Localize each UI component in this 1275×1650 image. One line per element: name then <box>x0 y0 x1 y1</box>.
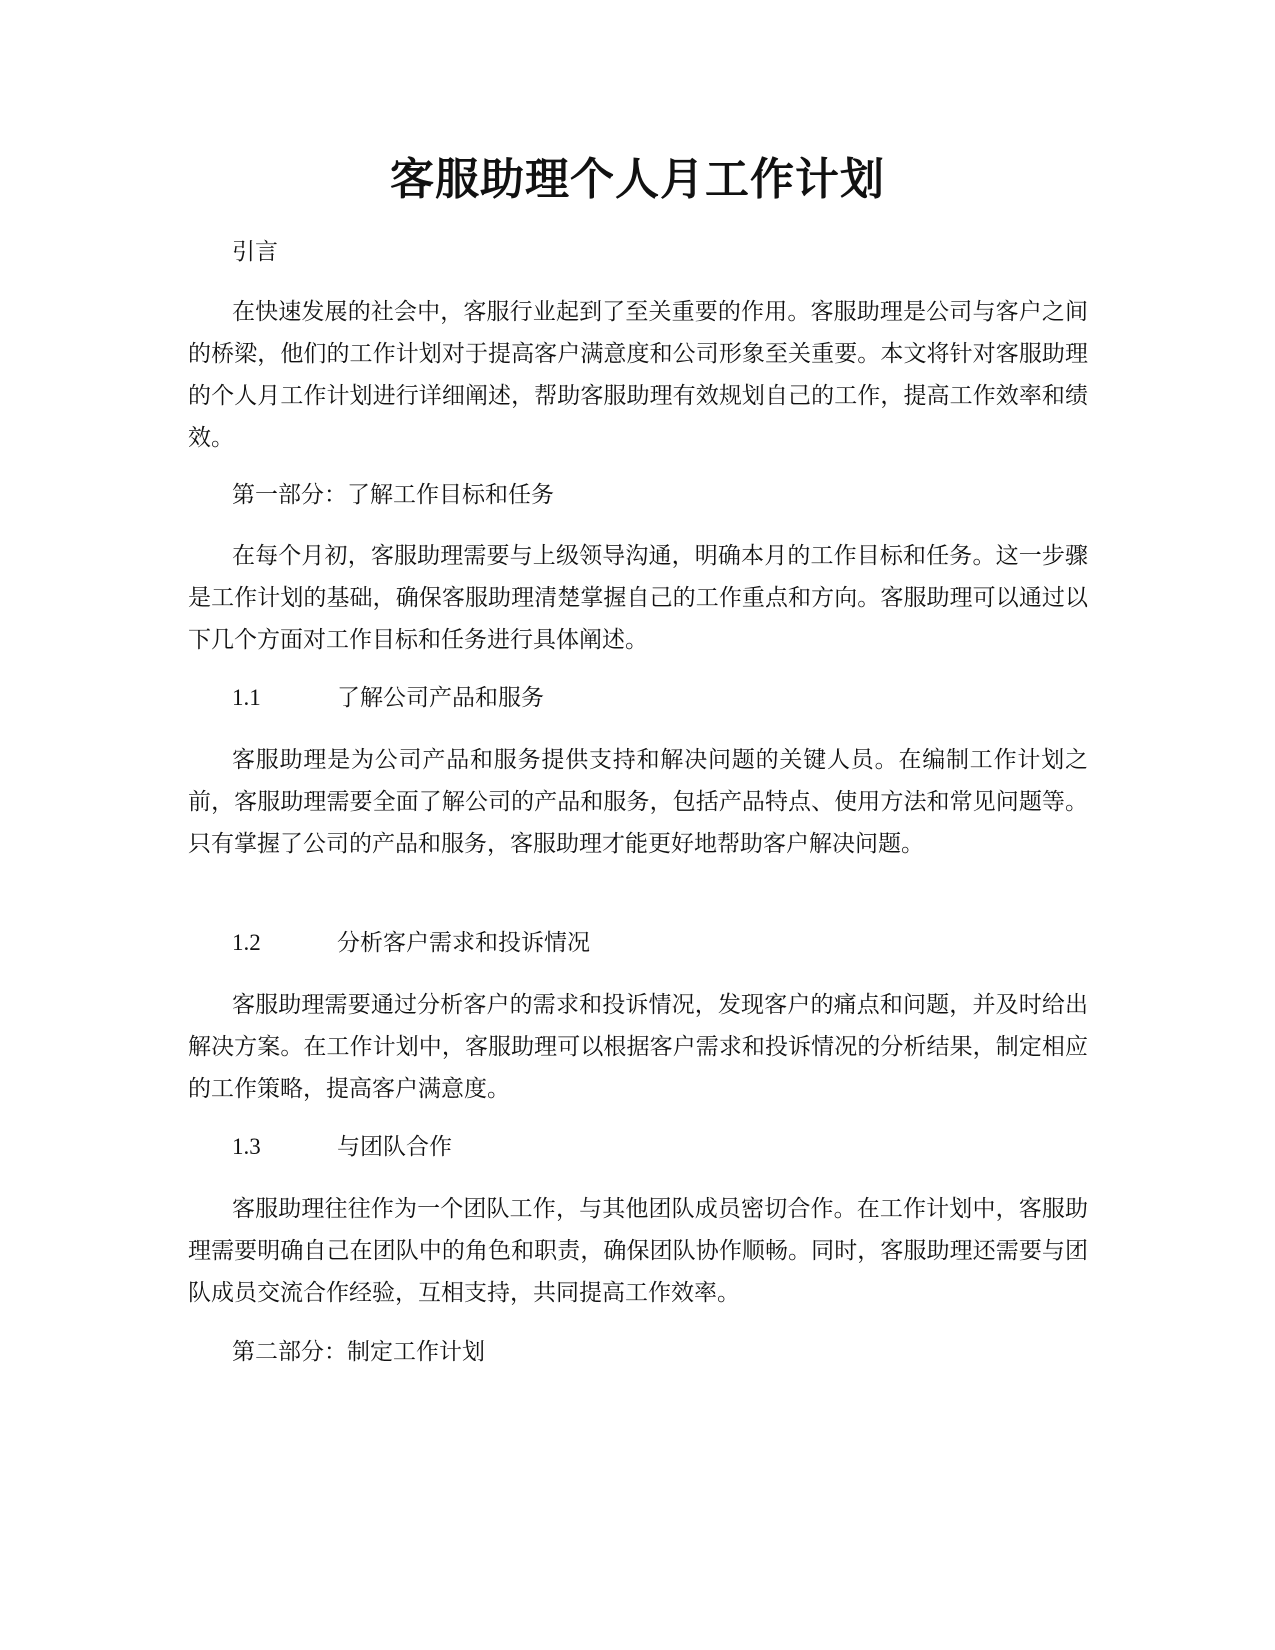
subheading-number: 1.1 <box>232 685 261 710</box>
subheading-number: 1.2 <box>232 930 261 955</box>
subheading-number: 1.3 <box>232 1134 261 1159</box>
paragraph-intro: 在快速发展的社会中，客服行业起到了至关重要的作用。客服助理是公司与客户之间的桥梁，他们的工作计划对于提高客户满意度和公司形象至关重要。本文将针对客服助理的个人月工作计划进行详细阐述，帮助客服助理有效规划自己的工作，提高工作效率和绩效。 <box>188 299 1088 451</box>
subheading-text: 分析客户需求和投诉情况 <box>337 930 590 956</box>
document-title: 客服助理个人月工作计划 <box>390 154 885 205</box>
subheading-1-3 <box>188 1126 1132 1168</box>
subheading-1-1 <box>188 677 1132 719</box>
subheading-text: 了解公司产品和服务 <box>337 685 544 711</box>
paragraph-1-1: 客服助理是为公司产品和服务提供支持和解决问题的关键人员。在编制工作计划之前，客服助理需要全面了解公司的产品和服务，包括产品特点、使用方法和常见问题等。只有掌握了公司的产品和服务，客服助理才能更好地帮助客户解决问题。 <box>188 747 1088 857</box>
section-heading-part-one: 第一部分：了解工作目标和任务 <box>232 482 554 508</box>
paragraph-part-one: 在每个月初，客服助理需要与上级领导沟通，明确本月的工作目标和任务。这一步骤是工作计划的基础，确保客服助理清楚掌握自己的工作重点和方向。客服助理可以通过以下几个方面对工作目标和任务进行具体阐述。 <box>188 543 1088 653</box>
section-heading-part-two: 第二部分：制定工作计划 <box>232 1339 485 1365</box>
subheading-text: 与团队合作 <box>337 1134 452 1160</box>
subheading-1-2 <box>188 922 1132 964</box>
paragraph-1-3: 客服助理往往作为一个团队工作，与其他团队成员密切合作。在工作计划中，客服助理需要明确自己在团队中的角色和职责，确保团队协作顺畅。同时，客服助理还需要与团队成员交流合作经验，互相支持，共同提高工作效率。 <box>188 1196 1088 1306</box>
section-heading-intro: 引言 <box>232 239 278 265</box>
paragraph-1-2: 客服助理需要通过分析客户的需求和投诉情况，发现客户的痛点和问题，并及时给出解决方案。在工作计划中，客服助理可以根据客户需求和投诉情况的分析结果，制定相应的工作策略，提高客户满意度。 <box>188 992 1088 1102</box>
